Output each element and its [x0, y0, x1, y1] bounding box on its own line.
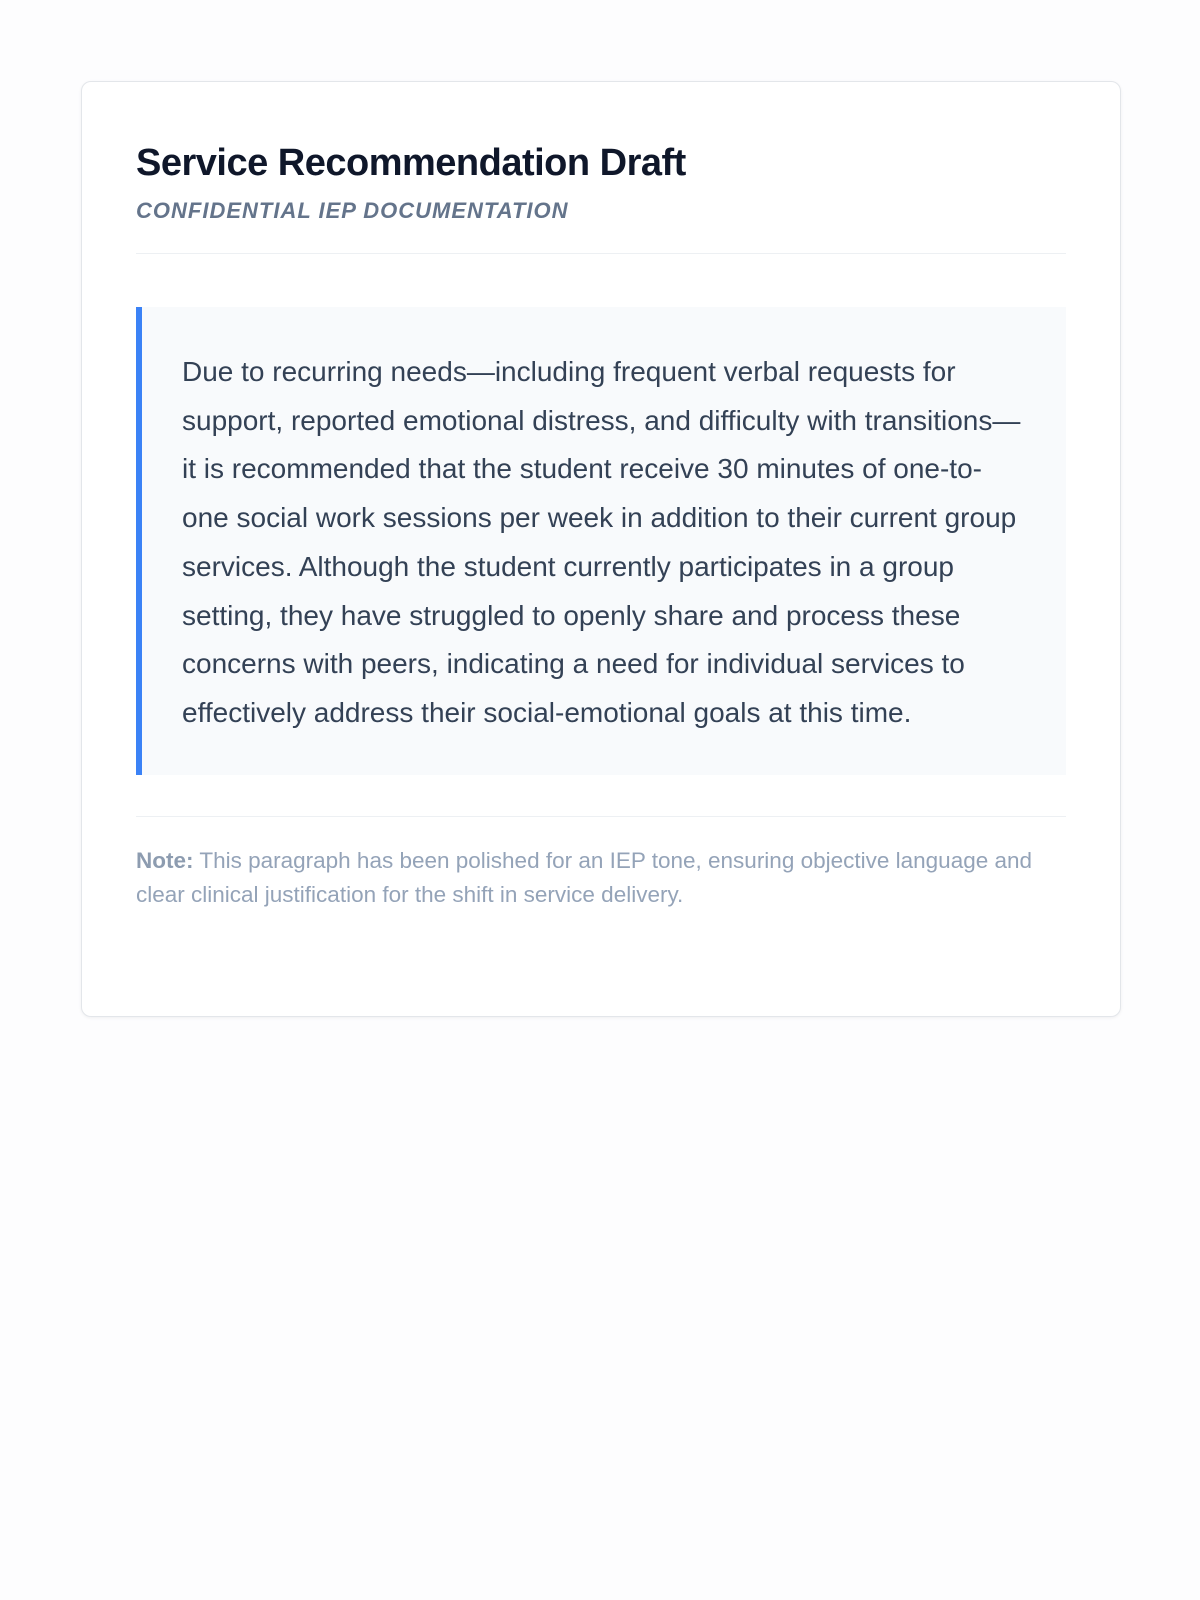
note-label: Note: — [136, 847, 194, 873]
recommendation-blockquote — [136, 307, 1066, 775]
recommendation-text: Due to recurring needs—including frequent verbal requests for support, reported emotional distress, and difficulty with transitions—it is recommended that the student receive 30 minutes of one-to-one social work sessions per week in addition to their current group services. Although the student currently participates in a group setting, they have struggled to openly share and process these concerns with peers, indicating a need for individual services to effectively address their social-emotional goals at this time. — [182, 356, 1021, 728]
footer-divider — [136, 816, 1066, 817]
document-subtitle: CONFIDENTIAL IEP DOCUMENTATION — [136, 198, 569, 223]
header-divider — [136, 253, 1066, 254]
note-text: This paragraph has been polished for an IEP tone, ensuring objective language and clear clinical justification for the shift in service delivery. — [136, 847, 1033, 907]
document-card — [81, 81, 1121, 1017]
editor-note — [136, 844, 1066, 912]
page-title: Service Recommendation Draft — [136, 142, 686, 184]
